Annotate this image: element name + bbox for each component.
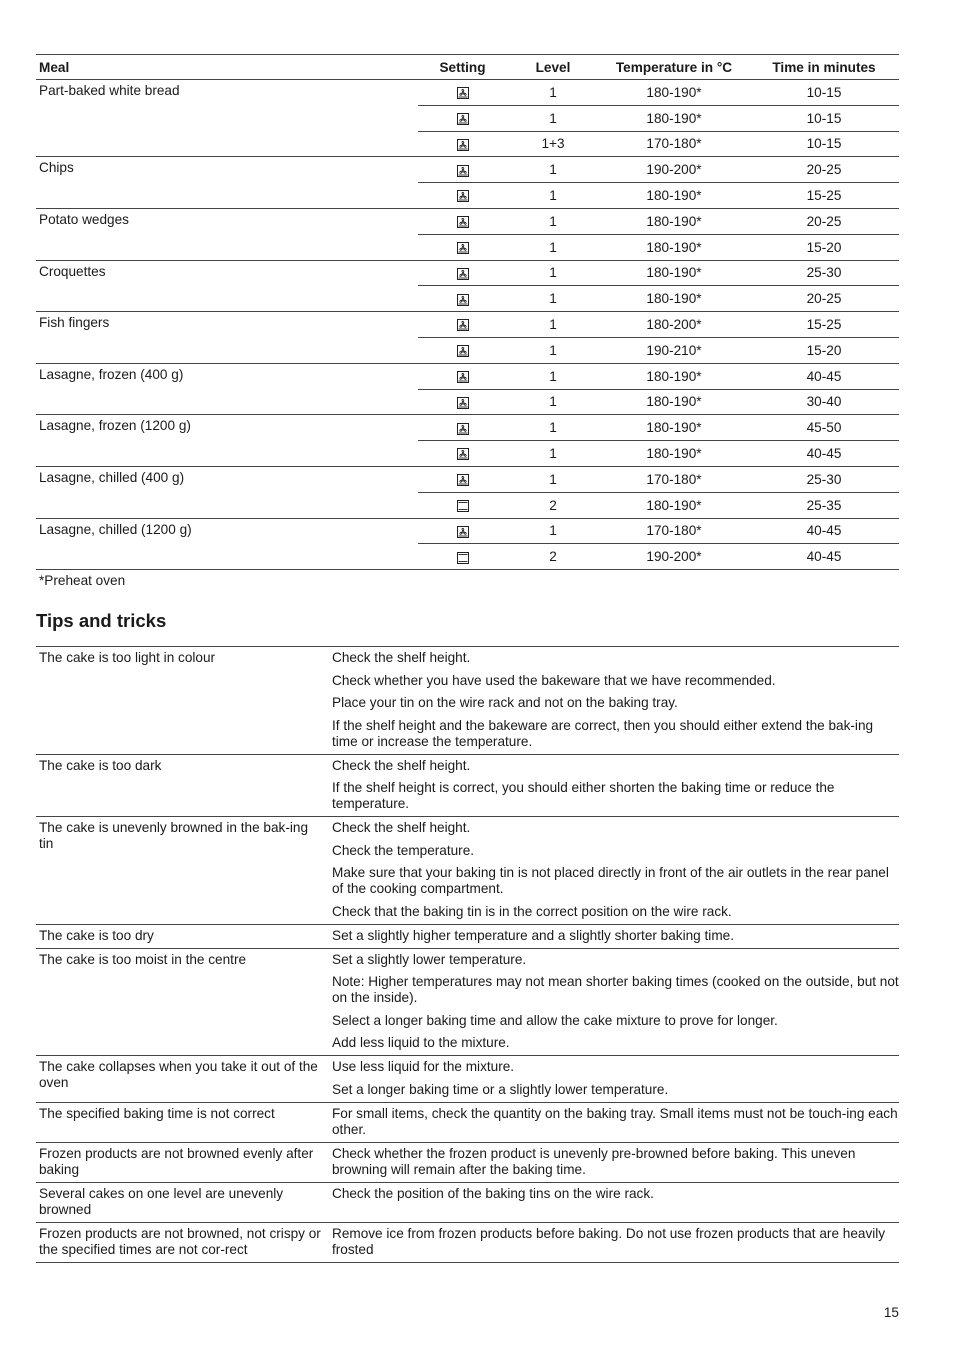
hot-air-icon (457, 165, 469, 177)
time-cell: 40-45 (749, 518, 899, 544)
meal-name: Croquettes (36, 260, 418, 312)
tip-problem: The cake is too dark (36, 754, 329, 817)
meal-name: Fish fingers (36, 312, 418, 364)
temperature-cell: 180-190* (599, 105, 749, 131)
tip-fix: Check whether the frozen product is unevenly pre-browned before baking. This uneven browning will remain after the baking time. (332, 1145, 856, 1177)
setting-cell (418, 363, 507, 389)
level-cell: 1 (507, 105, 599, 131)
footnote: *Preheat oven (39, 573, 126, 589)
tip-fix: Place your tin on the wire rack and not on the baking tray. (332, 695, 678, 711)
hot-air-icon (457, 345, 469, 357)
level-cell: 1 (507, 312, 599, 338)
header-meal: Meal (36, 55, 418, 80)
temperature-cell: 180-190* (599, 234, 749, 260)
tip-fix: Check whether you have used the bakeware that we have recommended. (332, 672, 776, 688)
tip-problem: The cake is unevenly browned in the bak-ing tin (36, 817, 329, 925)
level-cell: 1 (507, 441, 599, 467)
setting-cell (418, 441, 507, 467)
meal-row (36, 363, 899, 389)
tip-row (36, 948, 899, 1056)
setting-cell (418, 234, 507, 260)
temperature-cell: 170-180* (599, 131, 749, 157)
tip-fixes (329, 1182, 899, 1222)
header-level: Level (507, 55, 599, 80)
meal-name: Potato wedges (36, 208, 418, 260)
tip-row (36, 754, 899, 817)
tip-fixes (329, 1222, 899, 1262)
temperature-cell: 190-200* (599, 157, 749, 183)
hot-air-icon (457, 190, 469, 202)
tip-fix: Set a slightly lower temperature. (332, 951, 527, 967)
level-cell: 1 (507, 183, 599, 209)
time-cell: 15-20 (749, 337, 899, 363)
setting-cell (418, 415, 507, 441)
meal-row (36, 208, 899, 234)
tip-problem: Frozen products are not browned evenly after baking (36, 1142, 329, 1182)
tip-row (36, 817, 899, 925)
tip-problem: Several cakes on one level are unevenly browned (36, 1182, 329, 1222)
tip-fix: Check that the baking tin is in the correct position on the wire rack. (332, 903, 732, 919)
meal-row (36, 157, 899, 183)
level-cell: 1 (507, 363, 599, 389)
hot-air-icon (457, 216, 469, 228)
tips-table (36, 646, 899, 1263)
meal-row (36, 312, 899, 338)
setting-cell (418, 183, 507, 209)
meal-row (36, 466, 899, 492)
hot-air-icon (457, 294, 469, 306)
tip-fixes (329, 1056, 899, 1103)
tip-fixes (329, 817, 899, 925)
time-cell: 20-25 (749, 208, 899, 234)
time-cell: 10-15 (749, 105, 899, 131)
tip-fix: Select a longer baking time and allow the cake mixture to prove for longer. (332, 1012, 778, 1028)
tip-fix: Check the shelf height. (332, 757, 471, 773)
setting-cell (418, 466, 507, 492)
time-cell: 25-35 (749, 492, 899, 518)
hot-air-icon (457, 242, 469, 254)
tip-fix: If the shelf height is correct, you should either shorten the baking time or reduce the temperature. (332, 780, 835, 812)
setting-cell (418, 157, 507, 183)
setting-cell (418, 544, 507, 570)
section-title: Tips and tricks (36, 610, 167, 632)
temperature-cell: 180-190* (599, 389, 749, 415)
setting-cell (418, 312, 507, 338)
hot-air-icon (457, 371, 469, 383)
time-cell: 40-45 (749, 441, 899, 467)
time-cell: 40-45 (749, 544, 899, 570)
hot-air-icon (457, 87, 469, 99)
time-cell: 25-30 (749, 260, 899, 286)
temperature-cell: 180-190* (599, 441, 749, 467)
tip-fix: Make sure that your baking tin is not placed directly in front of the air outlets in the rear panel of the cooking compartment. (332, 865, 889, 897)
time-cell: 15-25 (749, 312, 899, 338)
meal-table (36, 54, 899, 570)
level-cell: 1 (507, 415, 599, 441)
tip-fix: Set a longer baking time or a slightly lower temperature. (332, 1081, 669, 1097)
meal-row (36, 260, 899, 286)
setting-cell (418, 80, 507, 106)
tip-problem: The specified baking time is not correct (36, 1102, 329, 1142)
setting-cell (418, 208, 507, 234)
tip-fix: Set a slightly higher temperature and a slightly shorter baking time. (332, 927, 734, 943)
tip-fixes (329, 948, 899, 1056)
level-cell: 1 (507, 260, 599, 286)
temperature-cell: 180-190* (599, 363, 749, 389)
tip-fixes (329, 924, 899, 948)
time-cell: 15-25 (749, 183, 899, 209)
level-cell: 1 (507, 466, 599, 492)
tip-fix: For small items, check the quantity on the baking tray. Small items must not be touch-ing each other. (332, 1105, 898, 1137)
meal-name: Lasagne, chilled (400 g) (36, 466, 418, 518)
header-temperature: Temperature in °C (599, 55, 749, 80)
tip-row (36, 1102, 899, 1142)
tip-row (36, 1222, 899, 1262)
setting-cell (418, 337, 507, 363)
time-cell: 10-15 (749, 131, 899, 157)
temperature-cell: 190-200* (599, 544, 749, 570)
tip-row (36, 1056, 899, 1103)
tip-problem: The cake is too moist in the centre (36, 948, 329, 1056)
meal-table-header-row (36, 55, 899, 80)
hot-air-icon (457, 139, 469, 151)
temperature-cell: 170-180* (599, 518, 749, 544)
tips-table-body (36, 647, 899, 1263)
meal-name: Chips (36, 157, 418, 209)
time-cell: 30-40 (749, 389, 899, 415)
hot-air-icon (457, 474, 469, 486)
tip-fix: Remove ice from frozen products before baking. Do not use frozen products that are heavily frosted (332, 1225, 886, 1257)
meal-row (36, 80, 899, 106)
level-cell: 1 (507, 157, 599, 183)
header-setting: Setting (418, 55, 507, 80)
tip-fixes (329, 1142, 899, 1182)
tip-row (36, 924, 899, 948)
meal-row (36, 518, 899, 544)
meal-name: Lasagne, chilled (1200 g) (36, 518, 418, 570)
temperature-cell: 180-200* (599, 312, 749, 338)
level-cell: 1 (507, 518, 599, 544)
level-cell: 2 (507, 544, 599, 570)
hot-air-icon (457, 319, 469, 331)
temperature-cell: 180-190* (599, 286, 749, 312)
page-number: 15 (883, 1305, 899, 1320)
meal-row (36, 415, 899, 441)
header-time: Time in minutes (749, 55, 899, 80)
setting-cell (418, 260, 507, 286)
temperature-cell: 190-210* (599, 337, 749, 363)
level-cell: 1 (507, 286, 599, 312)
time-cell: 20-25 (749, 157, 899, 183)
top-bottom-heat-icon (457, 552, 469, 564)
hot-air-icon (457, 113, 469, 125)
temperature-cell: 180-190* (599, 208, 749, 234)
temperature-cell: 180-190* (599, 260, 749, 286)
top-bottom-heat-icon (457, 500, 469, 512)
tip-fix: Note: Higher temperatures may not mean shorter baking times (cooked on the outside, but not on the inside). (332, 974, 899, 1006)
tip-problem: The cake collapses when you take it out of the oven (36, 1056, 329, 1103)
tip-fix: Check the temperature. (332, 842, 475, 858)
time-cell: 10-15 (749, 80, 899, 106)
tip-fixes (329, 754, 899, 817)
tip-fix: Check the position of the baking tins on the wire rack. (332, 1185, 654, 1201)
tip-fix: Check the shelf height. (332, 820, 471, 836)
hot-air-icon (457, 268, 469, 280)
level-cell: 1 (507, 337, 599, 363)
setting-cell (418, 286, 507, 312)
hot-air-icon (457, 448, 469, 460)
hot-air-icon (457, 397, 469, 409)
time-cell: 15-20 (749, 234, 899, 260)
tip-fix: If the shelf height and the bakeware are correct, then you should either extend the bak-ing time or increase the temperature. (332, 717, 874, 749)
tip-fixes (329, 1102, 899, 1142)
level-cell: 1 (507, 389, 599, 415)
tip-row (36, 1182, 899, 1222)
level-cell: 1 (507, 208, 599, 234)
temperature-cell: 170-180* (599, 466, 749, 492)
page-content (36, 54, 899, 1263)
tip-fix: Add less liquid to the mixture. (332, 1035, 510, 1051)
setting-cell (418, 105, 507, 131)
time-cell: 25-30 (749, 466, 899, 492)
setting-cell (418, 389, 507, 415)
time-cell: 40-45 (749, 363, 899, 389)
meal-name: Lasagne, frozen (400 g) (36, 363, 418, 415)
tip-fix: Check the shelf height. (332, 650, 471, 666)
temperature-cell: 180-190* (599, 80, 749, 106)
tip-row (36, 1142, 899, 1182)
tip-problem: The cake is too light in colour (36, 647, 329, 755)
setting-cell (418, 518, 507, 544)
setting-cell (418, 492, 507, 518)
level-cell: 1+3 (507, 131, 599, 157)
temperature-cell: 180-190* (599, 492, 749, 518)
time-cell: 20-25 (749, 286, 899, 312)
meal-name: Lasagne, frozen (1200 g) (36, 415, 418, 467)
level-cell: 2 (507, 492, 599, 518)
hot-air-icon (457, 526, 469, 538)
tip-row (36, 647, 899, 755)
tip-problem: Frozen products are not browned, not crispy or the specified times are not cor-rect (36, 1222, 329, 1262)
temperature-cell: 180-190* (599, 415, 749, 441)
level-cell: 1 (507, 80, 599, 106)
temperature-cell: 180-190* (599, 183, 749, 209)
hot-air-icon (457, 423, 469, 435)
level-cell: 1 (507, 234, 599, 260)
time-cell: 45-50 (749, 415, 899, 441)
tip-problem: The cake is too dry (36, 924, 329, 948)
tip-fix: Use less liquid for the mixture. (332, 1059, 515, 1075)
meal-name: Part-baked white bread (36, 80, 418, 157)
tip-fixes (329, 647, 899, 755)
meal-table-body (36, 80, 899, 570)
setting-cell (418, 131, 507, 157)
